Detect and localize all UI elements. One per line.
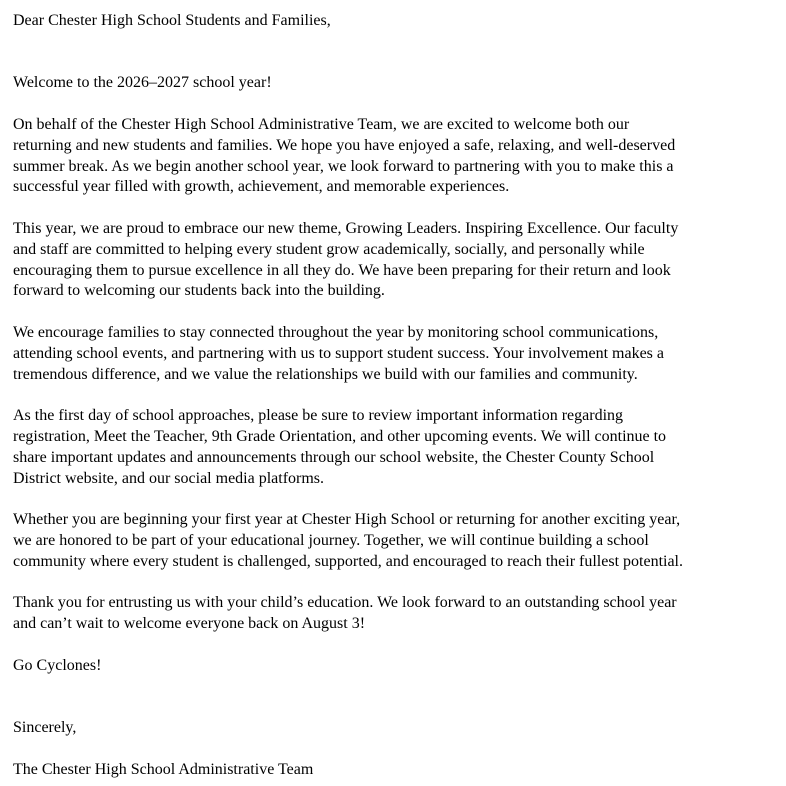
closing-line: Go Cyclones! bbox=[13, 656, 102, 674]
paragraph-first-day: As the first day of school approaches, please be sure to review important information regarding registration, Meet the Teacher, 9th Grade Orientation, and other upcoming events. We will continue to share important updates and announcements through our school website, the Chester County School District website, and our social media platforms. bbox=[13, 407, 667, 487]
signature: The Chester High School Administrative Team bbox=[13, 760, 314, 778]
signoff: Sincerely, bbox=[13, 719, 77, 737]
paragraph-welcome: On behalf of the Chester High School Administrative Team, we are excited to welcome both our returning and new students and families. We hope you have enjoyed a safe, relaxing, and well-deserved summer break. As we begin another school year, we look forward to partnering with you to make this a successful year filled with growth, achievement, and memorable experiences. bbox=[13, 115, 676, 196]
paragraph-journey: Whether you are beginning your first year at Chester High School or returning for another exciting year, we are honored to be part of your educational journey. Together, we will continue building a school community where every student is challenged, supported, and encouraged to reach their fullest potential. bbox=[13, 511, 683, 570]
letter-body bbox=[13, 11, 778, 780]
salutation: Dear Chester High School Students and Families, bbox=[13, 12, 331, 29]
paragraph-families: We encourage families to stay connected throughout the year by monitoring school communications, attending school events, and partnering with us to support student success. Your involvement makes a tremendous difference, and we value the relationships we build with our families and community. bbox=[13, 323, 665, 383]
welcome-line: Welcome to the 2026–2027 school year! bbox=[13, 74, 272, 92]
paragraph-thanks: Thank you for entrusting us with your child’s education. We look forward to an outstanding school year and can’t wait to welcome everyone back on August 3! bbox=[13, 594, 677, 633]
paragraph-theme: This year, we are proud to embrace our new theme, Growing Leaders. Inspiring Excellence. Our faculty and staff are committed to helping every student grow academically, socially, and personally while encouraging them to pursue excellence in all they do. We have been preparing for their return and look forward to welcoming our students back into the building. bbox=[13, 219, 679, 300]
